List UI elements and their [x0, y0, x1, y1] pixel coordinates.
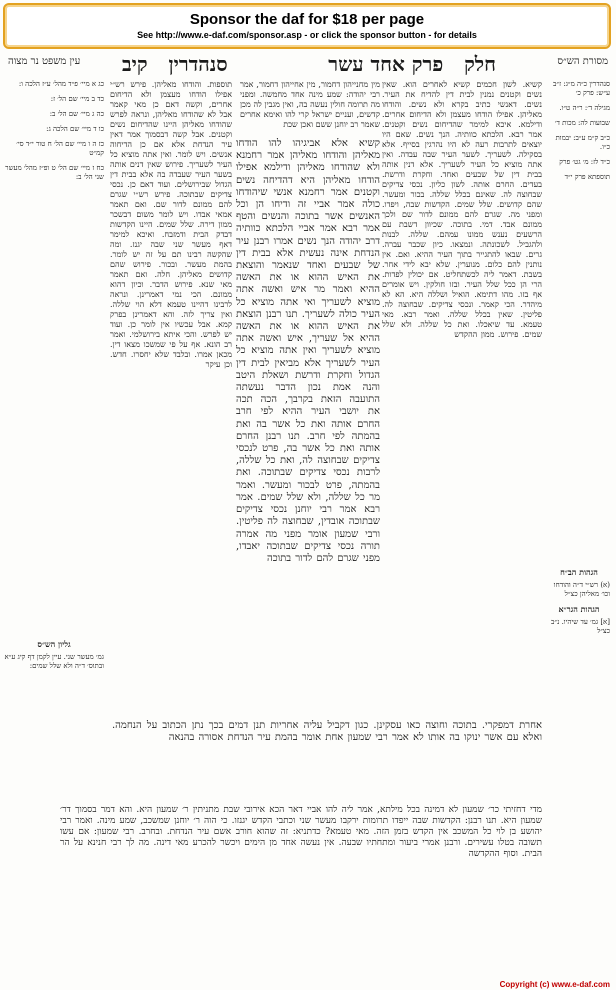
header-perek: פרק אחד עשר [328, 52, 444, 76]
side-note: (א) רש״י ד״ה והודחו וכו׳ מאליהן כצ״ל [553, 581, 610, 598]
side-note: שבועות לה: מכות ד׳ [554, 119, 610, 127]
side-note: [א] גמ׳ עד שיהיו. נ״ב כצ״ל [551, 618, 610, 635]
hagahot-gra-heading: הגהות הגר״א [558, 604, 600, 614]
copyright-link[interactable]: Copyright (c) www.e-daf.com [499, 980, 610, 989]
gemara-main-text: קשיא אלא אביגיהו להו הודחו מאליהן והודחו מאליהן אמר רחמנא ולא שהודחו מאליהן ודילמא אפילו הודחו מאליהן היא דהדיחה נשים וקטנים אמר רחמנא אנשי שיהודחו כולה אמר אביי זה ודיחו הן וכל האנשים אשר בתוכה והנשים והטף אמר רבא אמר אביי הלכתא כוותיה דרב יהודה הנך נשים אמרו רבנן עיר הנדחת אינה נעשית אלא בבית דין של שבעים ואחד שנאמר והוצאת את האיש ההוא או את האשה ההיא ואמר מר איש ואשה אתה מוציא לשעריך ואי אתה מוציא כל העיר כולה לשעריך. תנו רבנן הוצאת את האיש ההוא או את האשה ההיא אל שעריך, איש ואשה אתה מוציא לשעריך ואין אתה מוציא כל העיר לשעריך אלא מביאין לבית דין הגדול וחקרת ודרשת ושאלת היטב והנה אמת נכון הדבר נעשתה התועבה הזאת בקרבך, הכה תכה את יושבי העיר ההיא לפי חרב החרם אותה ואת כל אשר בה ואת בהמתה לפי חרב. תנו רבנן החרם אותה ואת כל אשר בה, פרט לנכסי צדיקים שבחוצה לה, ואת כל שללה, לרבות נכסי צדיקים שבתוכה. ואת בהמתה, פרט לבכור ומעשר. ואמר מר כל שללה, ולא שלל שמים. אמר רבא אמר רבי יוחנן נכסי צדיקים שבתוכה אובדין, שבחוצה לה פליטין. ורבי שמעון אומר מפני מה אמרה תורה נכסי צדיקים שבתוכה יאבדו, מפני שגרם להם לדור בתוכה [236, 138, 380, 564]
gemara-bottom-text: אחרת דמפקרי. בתוכה וחוצה כאו עסקינן. כגון דקביל עליה אחריות תנן דמים בכך נתן הכתוב על הנחמה. ואלא עם אשר ינוקו בה אותו לא אמר רבי שמעון אחת אומר בהמת עיר הנדחת אסורה בהנאה [112, 720, 542, 743]
gilyon-hashas-column [4, 640, 104, 730]
side-note: כ״ב ק״מ ע״ב: יבמות כ״ו. [555, 134, 610, 151]
talmud-page [0, 50, 616, 980]
side-note: תוספתא פרק י״ד [564, 173, 610, 181]
header-daf-number: קיב [122, 52, 148, 76]
header-masechet-word: סנהדרין [168, 52, 228, 76]
header-masechet [122, 52, 228, 78]
side-note: סנהדרין כ״ה מ״ג: ז״ב ע״ש: פרק כ׳ [553, 80, 610, 97]
gilyon-hashas-text: גמ׳ מעשר שני. עיין לקמן דף קיג ע״א ובתוס׳ ד״ה ולא שלל שמים: [4, 653, 104, 670]
commentary-bottom-text: מדי דחזיתי כר׳ שמעון לא דמינה בכל מילתא, אמר ליה להו אביי דאר הכא אירובי שבת מתניתין ר׳ שמעון היא. והא דמר בסמוך דר׳ שמעון היא. תנו רבנן: הקדשות שבה ייפדו תרומות ירקבו מעשר שני וכתבי הקדש יגנזו. כי הוה ר׳ יוחנן שמשכב, שמע מינה. ואמר רבי יהושע בן לוי כל המשכב אין הקדש בזמן הזה. מאי טעמא? כדתניא: זה שהוא חורב אשם עיר הנדחת. ובחרב. רבי שמעון: אם עשו תשובה בטלו עשירים. ורבנן אמרי ביעור ומתחתיו שבעה. אין נעשה אחד מן הימים ויכשר להכרע מאי דינה. מה לך רבי חנינא על הר הבית. וסוף ההקדשה [60, 805, 542, 859]
ein-mishpat-column [4, 80, 104, 400]
side-note: מגילה ד׳: ר״ה ט״ו. [559, 104, 610, 112]
masoret-hashas-label: מסורת הש״ס [557, 56, 608, 67]
header-chelek-word: חלק [464, 52, 496, 76]
header-chelek [328, 52, 496, 78]
side-note: כח ז מיי׳ שם הל׳ ט ופ״ז מהל׳ מעשר שני הל׳ ב: [5, 164, 104, 181]
side-note: כ״ד לז: מ׳ גט׳ פרק [559, 158, 610, 166]
masoret-hashas-column [548, 80, 610, 960]
ein-mishpat-label: עין משפט נר מצוה [8, 56, 81, 67]
side-note: כו ד מיי׳ שם הלכה ג: [46, 125, 104, 133]
rashi-commentary: קשיא. לשון חכמים קשיא לאחרים הוא. שאין נשים וקטנים נמנין לבית דין להדיח את העיר. נשים. דאנשי כתיב בקרא ולא נשים. והודחו מאליהן. אפילו הודחו מעצמן ולא הדיחום אחרים. ודילמא. איכא למימר שהדיחום נשים וקטנים. אמר רבא. הלכתא כוותיה. הנך נשים. שאם היו יוצאים לתרבות רעה לא היו נהרגין בסייף. אלא בסקילה. לשעריך. לשער העיר שבה עבדה. ואין אתה מוציא כל העיר לשעריך. אלא דנין אותה בבית דין של שבעים ואחד. וחקרת ודרשת. בעדים. החרם אותה. לשון כליון. נכסי צדיקים שבחוצה לה. שאינם בכלל שללה. בכור ומעשר. שהם קדושים. שלל שמים. הקדשות שבה, ויפדו. ומפני מה. שגרם להם ממונם לדור שם ולכך ממונם אבד. דמי. בתוכה. שכיוון דשבת עם הרשעים נענש ממונו עמהם. שללה. לבנות ולהגביל. לשכונתה. ונמצאו. כיון שכבר עברה. גרים. שבאו להתגייר בתוך העיר ההיא. ואם. אין נותנין להם כלום. מנוערין. שלא יבא לידי אחר. בשבת. דאמר ליה לכשתחליט. אם יכולין לפדות. הרי הן ככל שלל העיר. ובזו חולקין. ויש אומרים אף בזו. מהו דתימא. הואיל ושללה היא. הא לא מיהדר. הכי קאמר. ונכסי צדיקים. שבחוצה לה. פליטין. שאין בכלל שללה. ואמר רבא. מאי טעמא. עד שיאכלו. ואת כל שללה. ולא שלל שמים. פירוש. ממון ההקדש [382, 80, 542, 339]
hagahot-bach-heading: הגהות הב״ח [560, 567, 598, 577]
sponsor-subtitle: See http://www.e-daf.com/sponsor.asp - or click the sponsor button - for details [137, 30, 477, 40]
gilyon-hashas-heading: גליון הש״ס [37, 640, 71, 649]
side-note: כה ג מיי׳ שם הל׳ ב: [49, 110, 104, 118]
sponsor-banner[interactable] [3, 3, 611, 49]
side-note: כד ב מיי׳ שם הל׳ ז: [50, 95, 104, 103]
gemara-intro: מין מחנייהון דחמור, מין אחייהון דחמור, אמר רבי יהודה: שמע מינה אחד מחמשה. ומפני מה תרומה חולין נעשה בה, ואין מגבין לה מכן קדשים, ועניים ישראל קרי להו ואימא אחרים שאמר רב יוחנן ששם ואכן שכת [240, 80, 380, 129]
tosafot-commentary: תוספות. והודחו מאליהן. פירש רש״י אפילו הודחו מעצמן ולא הדיחום אחרים, וקשה דאם כן מאי קאמר אבל לא שהודחו מאליהן, ונראה לפרש שהודחו מאליהן היינו שהדיחום נשים וקטנים. אבל קשה דבסמוך אמר דאין עיר הנדחת אלא אם כן הדיחוה אנשים. ויש לומר. ואין אתה מוציא כל העיר לשעריך. פירוש שאין דנים אותה בשער העיר שעבדה בה אלא בבית דין הגדול שבירושלים. ועוד דאם כן. נכסי צדיקים שבתוכה. פירש רש״י שגרם להם ממונם לדור שם. ואם תאמר אמאי אבדו. ויש לומר משום דבשכר ממון דירה. שלל שמים. היינו הקדשות דבדק הבית ודמזבח. ואיכא למימר דאף מעשר שני שבה יגנז. ומה שהקשה רבינו תם על זה יש לומר. בהמת מעשר. ובכור. פירוש שהם קדושים מאליהן. חלה. ואם תאמר מאי שנא. פירוש הדבר. וכיון דהוא ממונם. הכי נמי דאמרינן. ונראה לרבינו דהיינו טעמא דלא הוי שללה. ואין צריך לזה. והא דאמרינן בפרק קמא. אבל עכשיו אין לומר כן. ועוד יש לפרש. והכי איתא בירושלמי. ואמר רב הונא. אף על פי שמשכו מצאו דין. מכאן אמרו. ובלבד שלא יחסרו. חדש. וכן עיקר [110, 80, 232, 369]
side-note: כז ה ו מיי׳ שם הל׳ ח טור י״ד סי׳ קמ״ט [16, 140, 104, 157]
sponsor-title[interactable]: Sponsor the daf for $18 per page [189, 11, 425, 28]
side-note: כג א מיי׳ פ״ד מהל׳ ע״ז הלכה ו: [18, 80, 104, 88]
